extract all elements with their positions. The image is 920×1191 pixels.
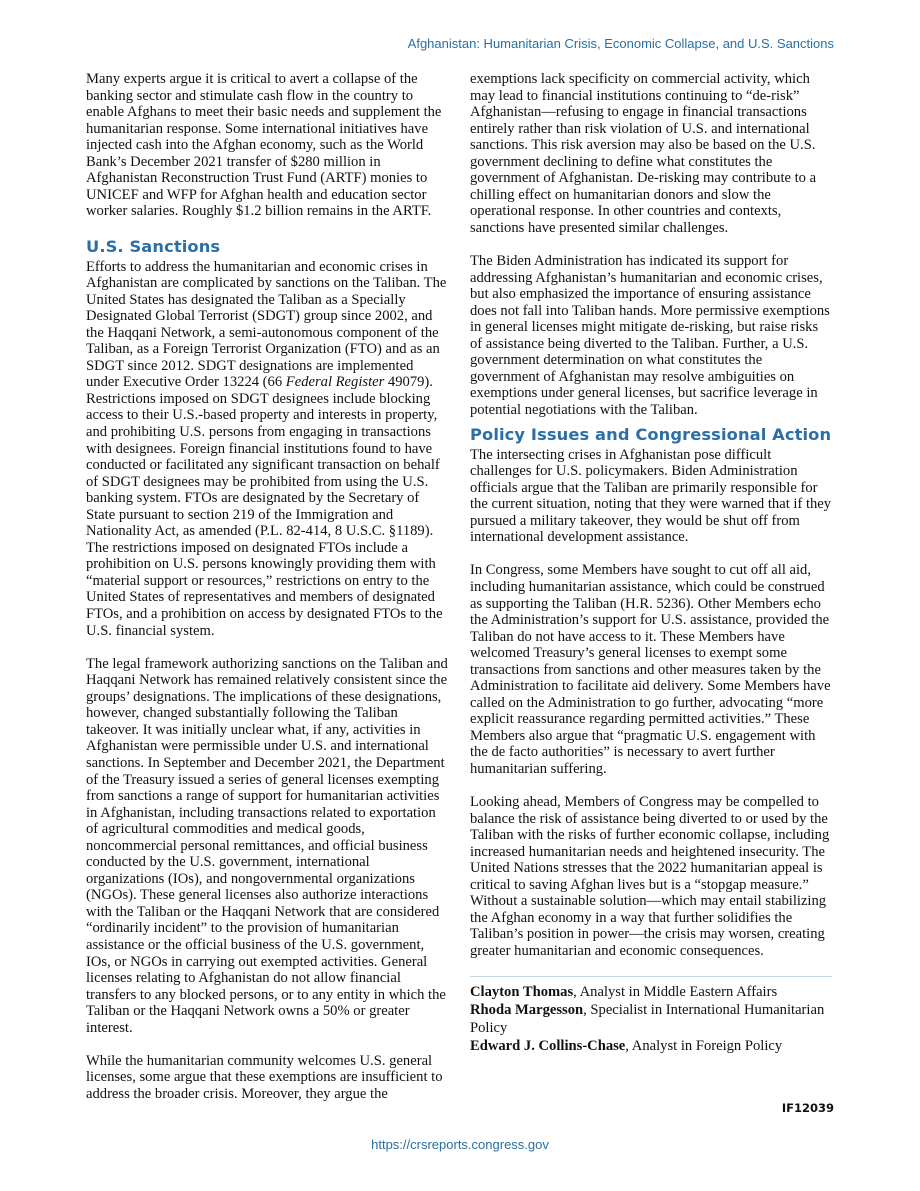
author-title: , Analyst in Middle Eastern Affairs <box>573 984 778 1001</box>
author-title: , Specialist in International Humanitarian Policy <box>470 1002 825 1037</box>
right-column <box>470 71 832 1055</box>
paragraph-biden-administration: The Biden Administration has indicated its support for addressing Afghanistan’s humanitarian and economic crises, but also emphasized the importance of ensuring assistance does not fall into Taliban hands. More permissive exemptions in general licenses might mitigate de-risking, but raise risks of assistance being diverted to the Taliban. Further, a U.S. government determination on what constitutes the government of Afghanistan may resolve ambiguities on exemptions under general licenses, but sacrifice leverage in potential negotiations with the Taliban. <box>470 253 830 418</box>
author-name: Rhoda Margesson <box>470 1002 584 1019</box>
author-entry <box>470 1037 832 1055</box>
footer-url-link[interactable]: https://crsreports.congress.gov <box>371 1137 549 1152</box>
running-header: Afghanistan: Humanitarian Crisis, Economic Collapse, and U.S. Sanctions <box>407 36 834 51</box>
paragraph-congress-positions: In Congress, some Members have sought to cut off all aid, including humanitarian assistance, which could be construed as supporting the Taliban (H.R. 5236). Other Members echo the Administration’s support for U.S. assistance, provided the Taliban do not have access to it. These Members have welcomed Treasury’s general licenses to exempt some transactions from sanctions and other measures taken by the Administration to facilitate aid delivery. Some Members have called on the Administration to go further, advocating “more explicit reassurance regarding permitted activities.” These Members also argue that “pragmatic U.S. engagement with the de facto authorities” is necessary to avert further humanitarian suffering. <box>470 562 831 777</box>
author-name: Edward J. Collins-Chase <box>470 1038 626 1055</box>
author-title: , Analyst in Foreign Policy <box>625 1038 783 1055</box>
section-heading-us-sanctions: U.S. Sanctions <box>86 236 221 256</box>
left-column <box>86 71 448 1119</box>
text-run: 49079). Restrictions imposed on SDGT designees include blocking access to their U.S.-based property and interests in property, and prohibiting U.S. persons from engaging in transactions with designees. Foreign financial institutions found to have conducted or facilitated any significant transaction on behalf of SDGT designees may be prohibited from using the U.S. banking system. FTOs are designated by the Secretary of State pursuant to section 219 of the Immigration and Nationality Act, as amended (P.L. 82-414, 8 U.S.C. §1189). The restrictions imposed on designated FTOs include a prohibition on U.S. persons knowingly providing them with “material support or resources,” restrictions on entry to the United States of representatives and members of designated FTOs, and a prohibition on access by designated FTOs to the U.S. financial system. <box>86 374 443 639</box>
author-entry <box>470 1001 832 1037</box>
author-divider <box>470 976 832 977</box>
paragraph-looking-ahead: Looking ahead, Members of Congress may be compelled to balance the risk of assistance being diverted to or used by the Taliban with the risks of further economic collapse, including increased humanitarian needs and heightened insecurity. The United Nations stresses that the 2022 humanitarian appeal is critical to saving Afghan lives but is a “stopgap measure.” Without a sustainable solution—which may entail stabilizing the Afghan economy in a way that further solidifies the Taliban’s position in power—the crisis may worsen, creating greater humanitarian and economic consequences. <box>470 794 830 960</box>
italic-citation: Federal Register <box>285 374 385 391</box>
paragraph-sanctions-critique: While the humanitarian community welcomes U.S. general licenses, some argue that these exemptions are insufficient to address the broader crisis. Moreover, they argue the <box>86 1052 443 1102</box>
paragraph-de-risking: exemptions lack specificity on commercial activity, which may lead to financial institutions continuing to “de-risk” Afghanistan—refusing to engage in financial transactions entirely rather than risk violation of U.S. and international sanctions. This risk aversion may also be based on the U.S. government declining to define what constitutes the government of Afghanistan. De-risking may contribute to a chilling effect on humanitarian donors and slow the operational response. In other countries and contexts, sanctions have presented similar challenges. <box>470 71 817 236</box>
paragraph-policy-challenges: The intersecting crises in Afghanistan pose difficult challenges for U.S. policymakers. Biden Administration officials argue that the Taliban are primarily responsible for the current situation, noting that they were warned that if they pursued a military takeover, they would be shut off from international development assistance. <box>470 446 832 546</box>
paragraph-intro: Many experts argue it is critical to avert a collapse of the banking sector and stimulate cash flow in the country to enable Afghans to meet their basic needs and supplement the humanitarian response. Some international initiatives have injected cash into the Afghan economy, such as the World Bank’s December 2021 transfer of $280 million in Afghanistan Reconstruction Trust Fund (ARTF) monies to UNICEF and WFP for Afghan health and education sector worker salaries. Roughly $1.2 billion remains in the ARTF. <box>86 71 442 220</box>
paragraph-sanctions-designations <box>86 259 448 640</box>
author-entry <box>470 983 832 1001</box>
section-heading-policy-issues: Policy Issues and Congressional Action <box>470 424 832 444</box>
text-run: Efforts to address the humanitarian and economic crises in Afghanistan are complicated by sanctions on the Taliban. The United States has designated the Taliban as a Specially Designated Global Terrorist (SDGT) group since 2002, and the Haqqani Network, a semi-autonomous component of the Taliban, as a Foreign Terrorist Organization (FTO) and as an SDGT since 2012. SDGT designations are implemented under Executive Order 13224 (66 <box>86 258 447 391</box>
paragraph-sanctions-legal-framework: The legal framework authorizing sanctions on the Taliban and Haqqani Network has remained relatively consistent since the groups’ designations. The implications of these designations, however, changed substantially following the Taliban takeover. It was initially unclear what, if any, activities in Afghanistan were permissible under U.S. and international sanctions. In September and December 2021, the Department of the Treasury issued a series of general licenses exempting from sanctions a range of support for humanitarian activities in Afghanistan, including transactions related to exportation of agricultural commodities and medical goods, noncommercial personal remittances, and official business conducted by the U.S. government, international organizations (IOs), and nongovernmental organizations (NGOs). These general licenses also authorize interactions with the Taliban or the Haqqani Network that are considered “ordinarily incident” to the provision of humanitarian assistance or the official business of the U.S. government, IOs, or NGOs in carrying out exempted activities. General licenses relating to Afghanistan do not allow financial transfers to any blocked persons, or to any entity in which the Taliban or the Haqqani Network owns a 50% or greater interest. <box>86 655 448 1036</box>
author-name: Clayton Thomas <box>470 984 574 1001</box>
document-id: IF12039 <box>781 1101 834 1115</box>
author-list <box>470 983 832 1055</box>
